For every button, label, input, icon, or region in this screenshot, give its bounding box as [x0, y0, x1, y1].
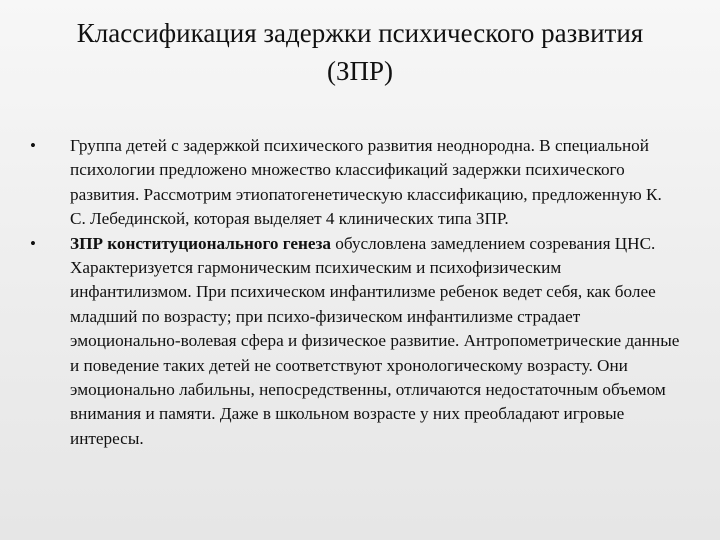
bullet-list — [30, 134, 680, 451]
slide-title-line-2: (ЗПР) — [326, 56, 394, 86]
bullet-icon: • — [30, 136, 36, 155]
list-item-bold-term: ЗПР конституционального генеза — [70, 233, 331, 253]
list-item-text: Группа детей с задержкой психического развития неоднородна. В специальной психологии предложено множество классификаций задержки психического развития. Рассмотрим этиопатогенетическую классификацию, предложенную К. С. Лебединской, которая выделяет 4 клинических типа ЗПР. — [70, 136, 662, 229]
slide-title — [20, 14, 700, 90]
bullet-icon: • — [30, 233, 36, 253]
list-item — [30, 232, 680, 452]
list-item — [30, 134, 680, 232]
slide-title-line-1: Классификация задержки психического развития — [76, 18, 644, 48]
list-item-text: обусловлена замедлением созревания ЦНС. Характеризуется гармоническим психическим и психофизическим инфантилизмом. При психическом инфантилизме ребенок ведет себя, как более младший по возрасту; при психо-физическом инфантилизме страдает эмоционально-волевая сфера и физическое развитие. Антропометрические данные и поведение таких детей не соответствуют хронологическому возрасту. Они эмоционально лабильны, непосредственны, отличаются недостаточным объемом внимания и памяти. Даже в школьном возрасте у них преобладают игровые интересы. — [70, 233, 680, 448]
